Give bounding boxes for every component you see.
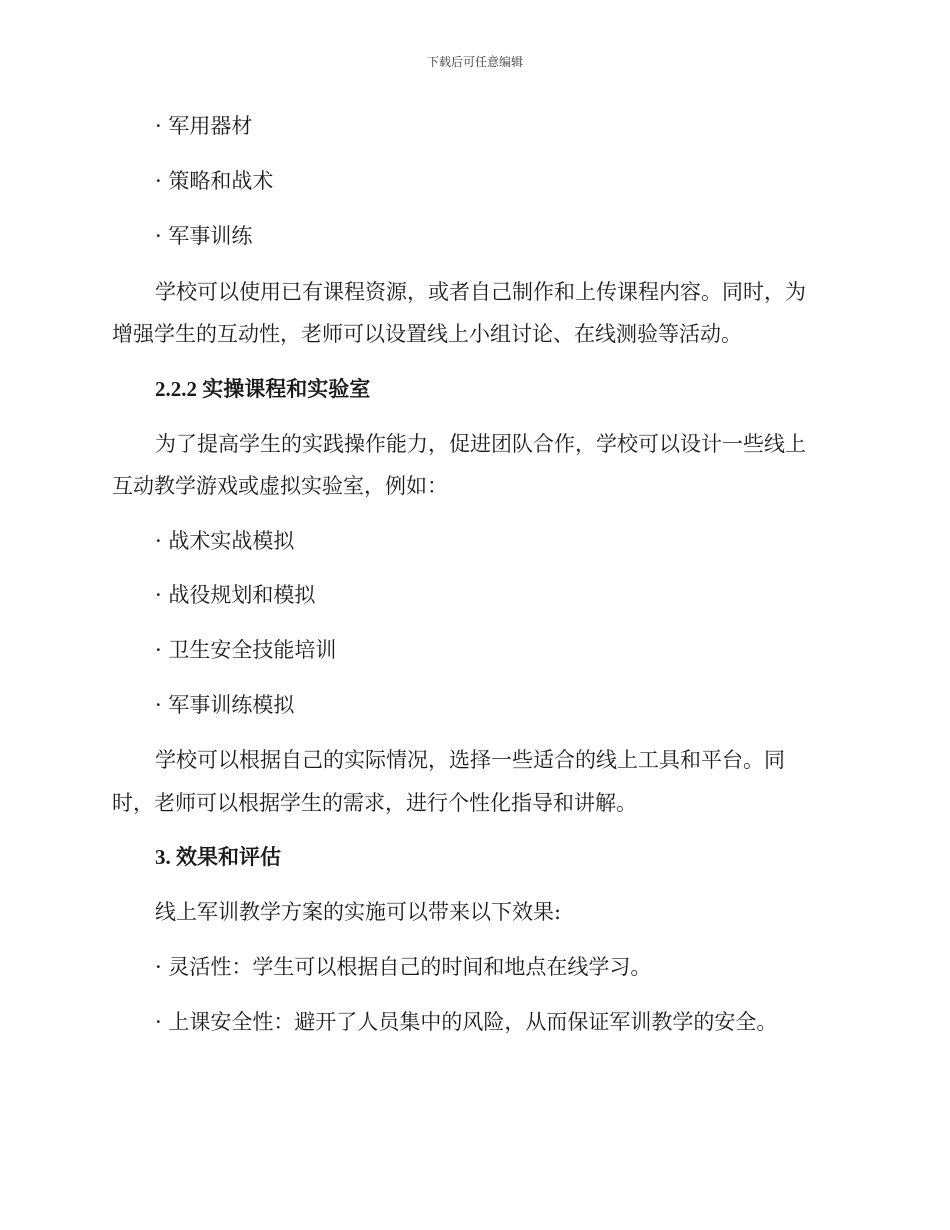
paragraph-line: 学校可以使用已有课程资源，或者自己制作和上传课程内容。同时，为 [155,280,806,304]
paragraph-line: 线上军训教学方案的实施可以带来以下效果: [155,900,562,924]
paragraph-line: 增强学生的互动性，老师可以设置线上小组讨论、在线测验等活动。 [112,322,742,346]
paragraph-line: 互动教学游戏或虚拟实验室，例如： [112,474,448,498]
list-item: · 灵活性：学生可以根据自己的时间和地点在线学习。 [155,955,652,979]
list-item: · 军事训练 [155,224,253,248]
list-item: · 战术实战模拟 [155,529,295,553]
list-item: · 战役规划和模拟 [155,583,316,607]
section-heading: 2.2.2 实操课程和实验室 [155,377,371,401]
paragraph-line: 时，老师可以根据学生的需求，进行个性化指导和讲解。 [112,791,637,815]
page-header: 下载后可任意编辑 [426,55,523,69]
paragraph-line: 学校可以根据自己的实际情况，选择一些适合的线上工具和平台。同 [155,748,785,772]
list-item: · 军用器材 [155,114,253,138]
list-item: · 军事训练模拟 [155,693,295,717]
list-item: · 上课安全性：避开了人员集中的风险，从而保证军训教学的安全。 [155,1010,778,1034]
paragraph-line: 为了提高学生的实践操作能力，促进团队合作，学校可以设计一些线上 [155,432,806,456]
section-heading: 3. 效果和评估 [155,845,281,869]
list-item: · 卫生安全技能培训 [155,638,337,662]
list-item: · 策略和战术 [155,169,274,193]
